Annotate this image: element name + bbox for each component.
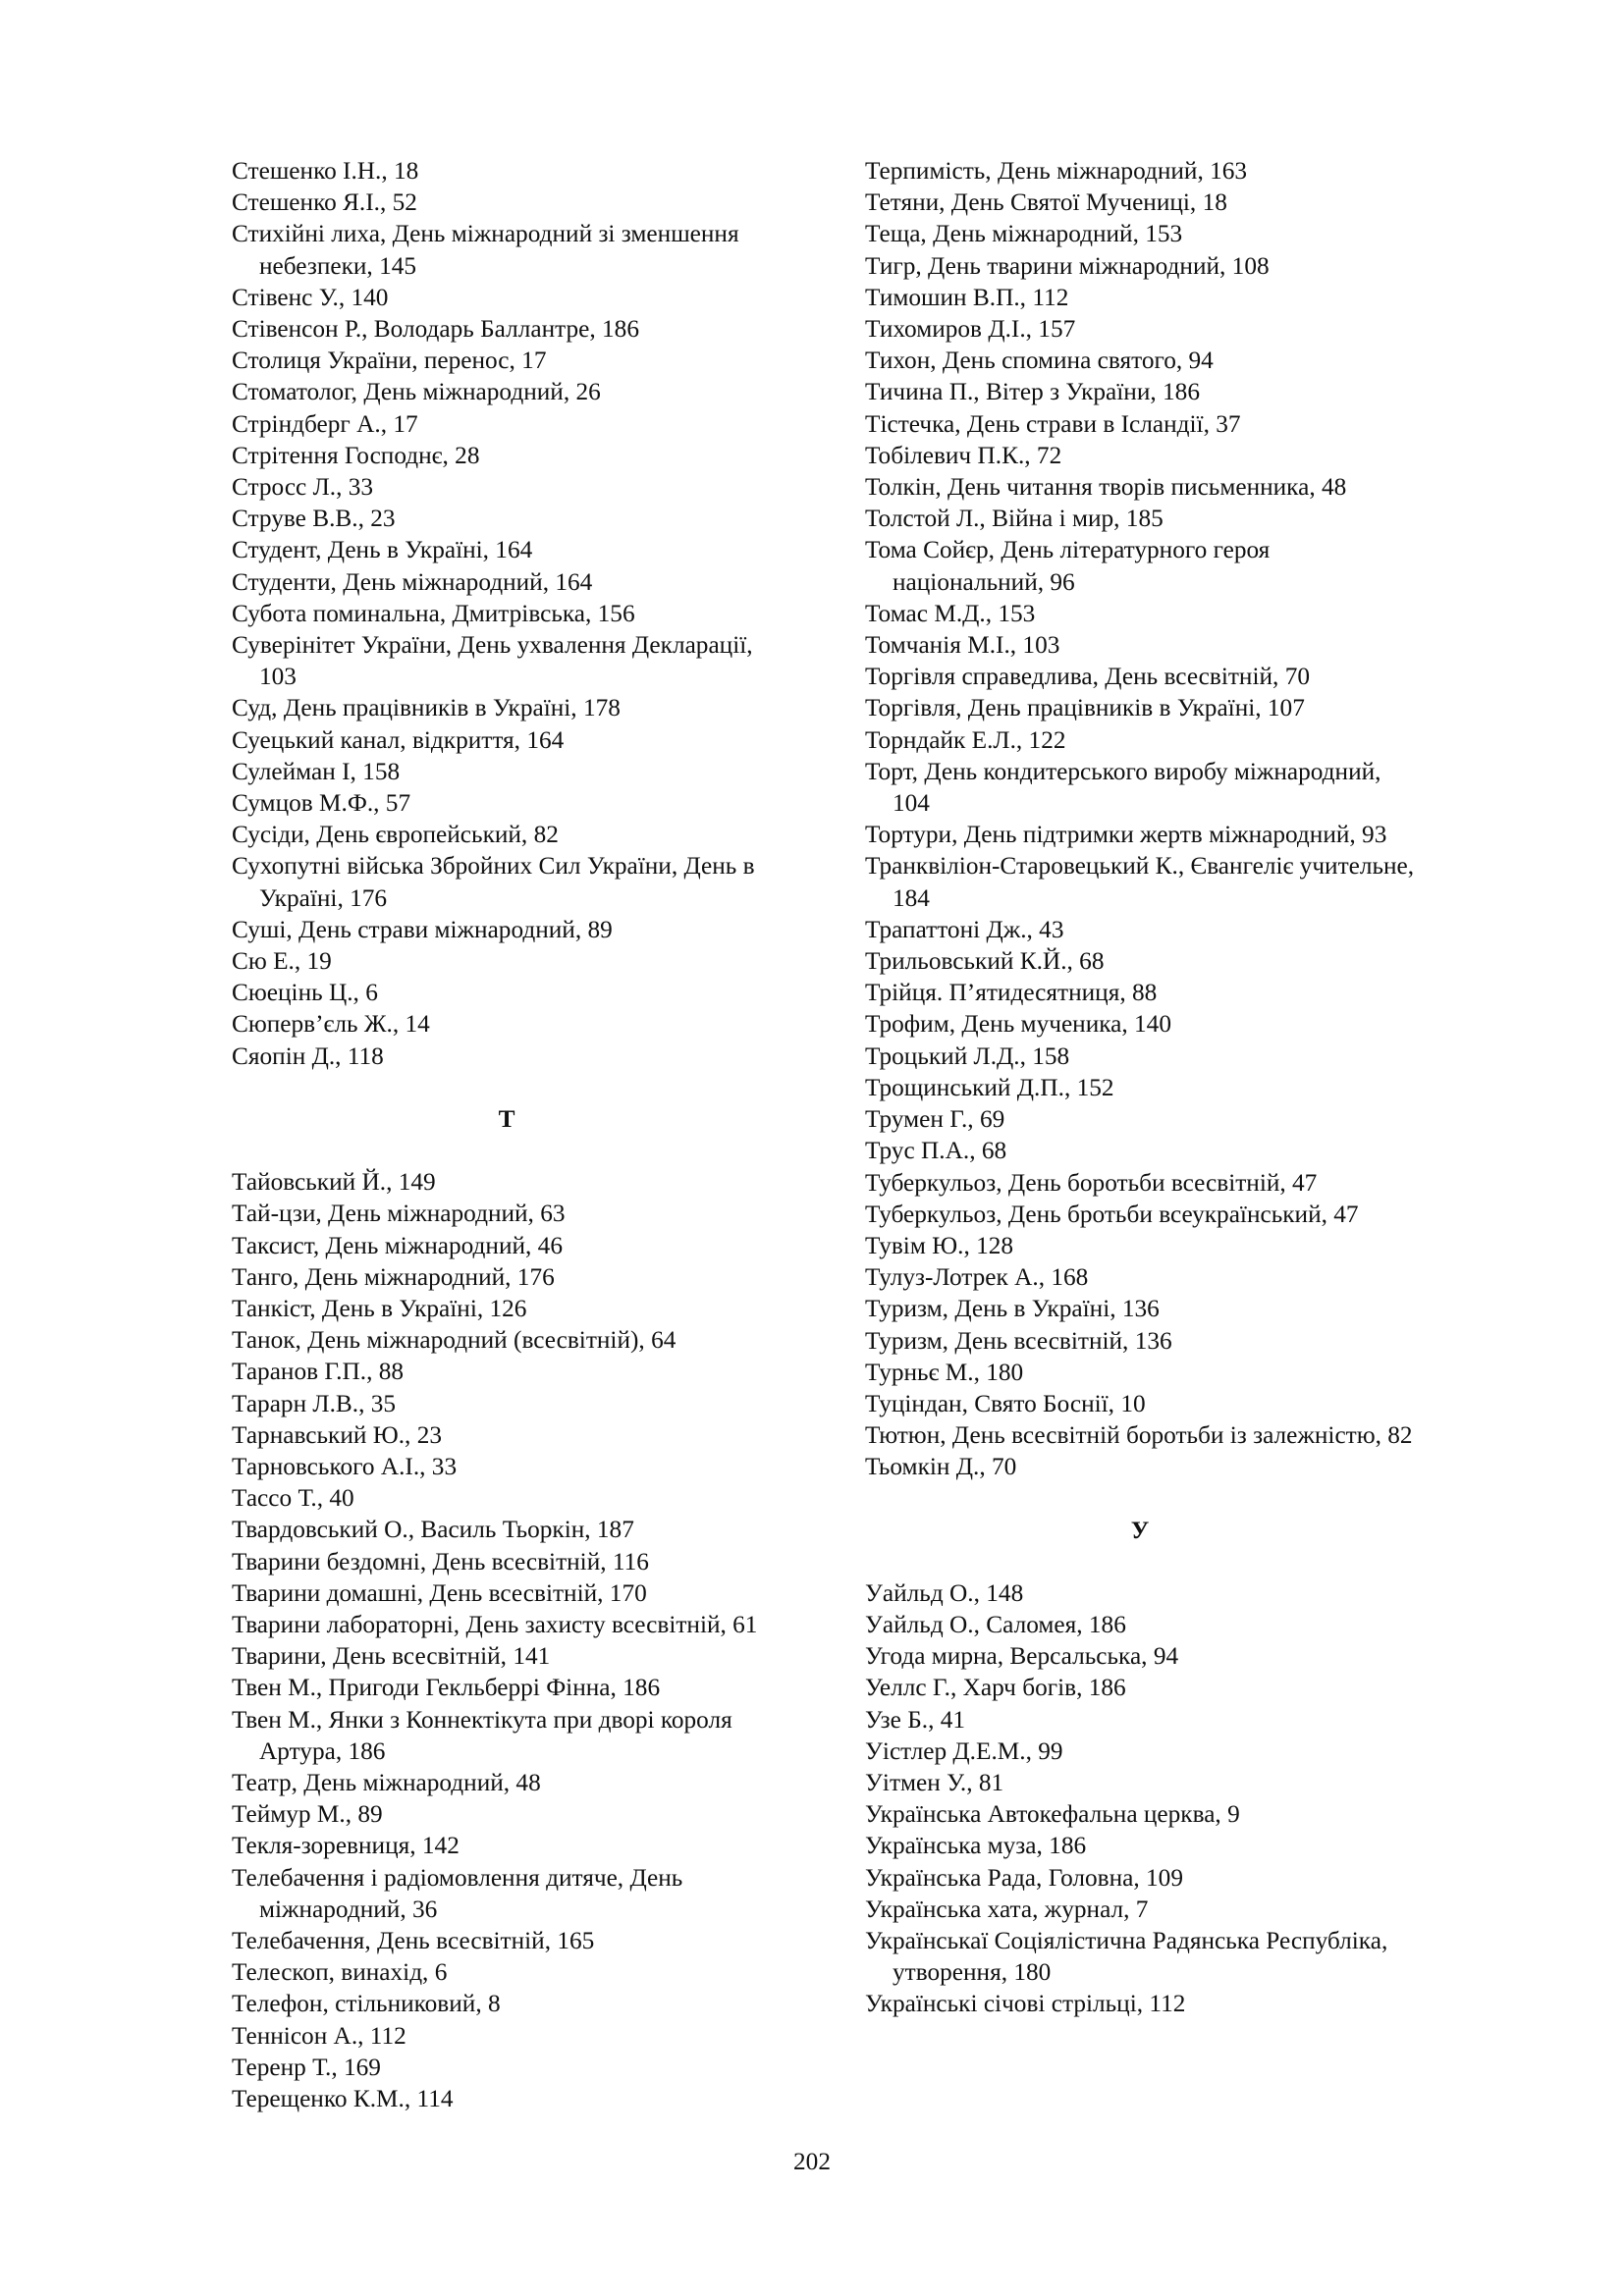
index-entry: Сюецінь Ц., 6 [232,979,378,1007]
index-entry: Українськаї Соціялістична Радянська Республіка, утворення, 180 [865,1926,1388,1987]
index-entry: Тимошин В.П., 112 [865,283,1069,311]
index-entry: Тулуз-Лотрек А., 168 [865,1263,1089,1292]
index-entry: Тувім Ю., 128 [865,1231,1014,1259]
index-entry: Тварини бездомні, День всесвітній, 116 [232,1547,649,1575]
index-entry: Тварини, День всесвітній, 141 [232,1642,551,1671]
index-entry: Стросс Л., 33 [232,473,374,502]
index-entry: Тигр, День тварини міжнародний, 108 [865,251,1270,280]
index-entry: Стешенко І.Н., 18 [232,157,419,185]
index-entry: Троцький Л.Д., 158 [865,1041,1070,1070]
section-letter-heading: Т [498,1104,515,1133]
index-entry: Транквіліон-Старовецький К., Євангеліє учительне, 184 [865,852,1415,912]
index-entry: Тарарн Л.В., 35 [232,1389,397,1417]
index-entry: Туціндан, Свято Боснії, 10 [865,1389,1146,1417]
page-number: 202 [793,2148,831,2175]
index-entry: Танкіст, День в Україні, 126 [232,1294,527,1322]
index-entry: Торгівля справедлива, День всесвітній, 70 [865,663,1310,691]
index-entry: Уеллс Г., Харч богів, 186 [865,1674,1126,1702]
index-entry: Узе Б., 41 [865,1705,966,1734]
index-entry: Танок, День міжнародний (всесвітній), 64 [232,1326,677,1355]
index-entry: Терещенко К.М., 114 [232,2084,454,2112]
index-entry: Українська муза, 186 [865,1832,1087,1860]
index-entry: Твен М., Янки з Коннектікута при дворі короля Артура, 186 [232,1705,732,1765]
index-entry: Трійця. П’ятидесятниця, 88 [865,979,1158,1007]
index-entry: Сю Е., 19 [232,947,332,976]
index-entry: Театр, День міжнародний, 48 [232,1768,541,1796]
index-entry: Таранов Г.П., 88 [232,1358,405,1386]
index-entry: Українська Автокефальна церква, 9 [865,1800,1240,1829]
index-entry: Стівенсон Р., Володарь Баллантре, 186 [232,315,639,344]
index-entry: Торндайк Е.Л., 122 [865,725,1066,754]
index-entry: Уітмен У., 81 [865,1768,1004,1796]
index-entry: Теймур М., 89 [232,1800,383,1829]
index-entry: Угода мирна, Версальська, 94 [865,1642,1179,1671]
index-entry: Тварини лабораторні, День захисту всесвітній, 61 [232,1610,758,1638]
index-entry: Тобілевич П.К., 72 [865,441,1062,469]
index-entry: Телескоп, винахід, 6 [232,1958,448,1987]
index-entry: Стріндберг А., 17 [232,409,418,438]
index-entry: Толкін, День читання творів письменника, 48 [865,473,1347,502]
index-entry: Трапаттоні Дж., 43 [865,915,1064,943]
index-entry: Столиця України, перенос, 17 [232,347,547,375]
index-entry: Томас М.Д., 153 [865,599,1036,627]
index-entry: Суші, День страви міжнародний, 89 [232,915,613,943]
index-entry: Студент, День в Україні, 164 [232,536,533,564]
index-entry: Туберкульоз, День боротьби всесвітній, 47 [865,1168,1318,1197]
index-entry: Туберкульоз, День бротьби всеукраїнський, 47 [865,1200,1359,1228]
index-entry: Телебачення, День всесвітній, 165 [232,1926,595,1954]
index-entry: Тортури, День підтримки жертв міжнародний, 93 [865,821,1387,849]
index-entry: Сулейман І, 158 [232,757,401,785]
index-entry: Толстой Л., Війна і мир, 185 [865,505,1164,533]
index-entry: Твен М., Пригоди Гекльберрі Фінна, 186 [232,1674,661,1702]
index-entry: Субота поминальна, Дмитрівська, 156 [232,599,635,627]
index-entry: Сяопін Д., 118 [232,1041,384,1070]
index-entry: Туризм, День всесвітній, 136 [865,1326,1172,1355]
index-entry: Стоматолог, День міжнародний, 26 [232,378,601,406]
index-entry: Тарнавський Ю., 23 [232,1420,442,1449]
index-entry: Твардовський О., Василь Тьоркін, 187 [232,1516,634,1544]
index-entry: Теренр Т., 169 [232,2053,381,2081]
index-entry: Торт, День кондитерського виробу міжнародний, 104 [865,757,1381,818]
index-entry: Трофим, День мученика, 140 [865,1010,1171,1039]
index-entry: Текля-зоревниця, 142 [232,1832,460,1860]
index-entry: Стихійні лиха, День міжнародний зі зменшення небезпеки, 145 [232,220,739,280]
index-entry: Турньє М., 180 [865,1358,1024,1386]
index-entry: Телефон, стільниковий, 8 [232,1990,501,2018]
section-letter-heading: У [1130,1516,1150,1544]
index-column-right [865,155,1415,2020]
index-entry: Танго, День міжнародний, 176 [232,1262,555,1291]
index-entry: Трус П.А., 68 [865,1137,1007,1165]
index-entry: Тьомкін Д., 70 [865,1453,1017,1481]
index-entry: Трильовський К.Й., 68 [865,947,1105,976]
index-entry: Тістечка, День страви в Ісландії, 37 [865,409,1241,438]
index-entry: Торгівля, День працівників в Україні, 107 [865,694,1305,722]
index-entry: Трумен Г., 69 [865,1105,1005,1134]
index-entry: Тарновського А.І., 33 [232,1452,458,1480]
index-entry: Тичина П., Вітер з України, 186 [865,378,1200,406]
index-entry: Терпимість, День міжнародний, 163 [865,157,1248,185]
index-entry: Українська хата, журнал, 7 [865,1895,1149,1923]
index-entry: Українська Рада, Головна, 109 [865,1863,1183,1892]
index-entry: Тихон, День спомина святого, 94 [865,347,1214,375]
index-entry: Трощинський Д.П., 152 [865,1073,1114,1101]
index-entry: Українські січові стрільці, 112 [865,1990,1186,2018]
index-entry: Тассо Т., 40 [232,1484,354,1513]
index-entry: Сумцов М.Ф., 57 [232,789,411,818]
index-entry: Струве В.В., 23 [232,505,396,533]
index-entry: Уайльд О., 148 [865,1578,1024,1607]
index-entry: Стрітення Господнє, 28 [232,441,480,469]
index-entry: Суд, День працівників в Україні, 178 [232,694,621,722]
index-entry: Сюперв’єль Ж., 14 [232,1010,430,1039]
index-column-left [232,155,782,2114]
index-entry: Тварини домашні, День всесвітній, 170 [232,1578,647,1607]
index-entry: Тетяни, День Святої Мучениці, 18 [865,188,1227,217]
index-entry: Суецький канал, відкриття, 164 [232,725,565,754]
index-entry: Теннісон А., 112 [232,2021,406,2050]
index-entry: Туризм, День в Україні, 136 [865,1295,1160,1323]
index-entry: Студенти, День міжнародний, 164 [232,567,593,596]
index-entry: Суверінітет України, День ухвалення Декларації, 103 [232,631,753,691]
index-entry: Теща, День міжнародний, 153 [865,220,1183,248]
index-entry: Тома Сойєр, День літературного героя національний, 96 [865,536,1271,596]
index-entry: Тютюн, День всесвітній боротьби із залежністю, 82 [865,1421,1413,1450]
index-entry: Стешенко Я.І., 52 [232,188,417,217]
index-entry: Уістлер Д.Е.М., 99 [865,1736,1063,1765]
index-entry: Уайльд О., Саломея, 186 [865,1610,1126,1638]
index-entry: Тайовський Й., 149 [232,1168,436,1197]
index-entry: Тай-цзи, День міжнародний, 63 [232,1200,566,1228]
index-entry: Томчанія М.І., 103 [865,631,1060,660]
index-entry: Телебачення і радіомовлення дитяче, День міжнародний, 36 [232,1863,683,1923]
index-entry: Стівенс У., 140 [232,283,389,311]
index-entry: Таксист, День міжнародний, 46 [232,1231,563,1259]
index-entry: Тихомиров Д.І., 157 [865,315,1076,344]
index-entry: Сусіди, День європейський, 82 [232,821,559,849]
index-entry: Сухопутні війська Збройних Сил України, День в Україні, 176 [232,852,755,912]
